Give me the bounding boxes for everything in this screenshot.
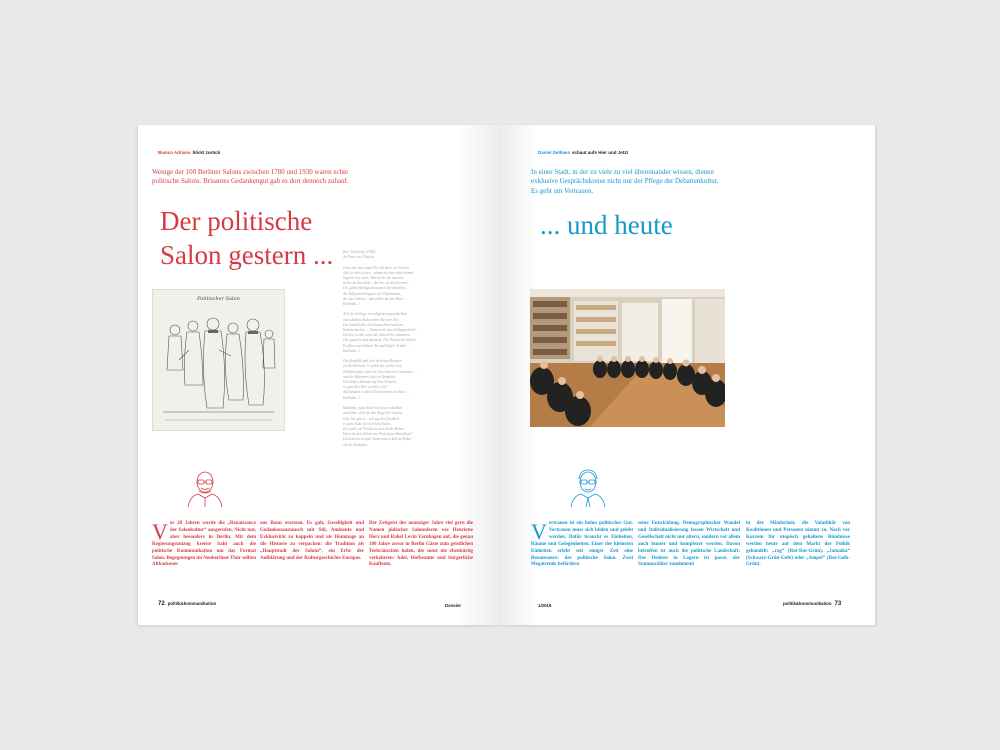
right-page — [500, 125, 875, 625]
left-column-1 — [152, 521, 256, 569]
salon-photo-scene — [530, 289, 725, 427]
right-rubric — [538, 150, 628, 155]
left-rubric-author: Bianca Adrians — [158, 150, 191, 155]
left-section: Dossier — [445, 603, 462, 608]
left-column-1-text: or 20 Jahren wurde die „Renaissance der Salonkultur“ ausgerufen. Nicht nur, aber besonders in Berlin. Mit dem Regierungsumzug kreiste bald auch die politische Kommunikation um das Format Salon. Begegnungen im Neuberliner Flair sollten Altbackenes — [152, 521, 256, 568]
right-column-1-text: ertrauen ist ein hohes politisches Gut. Vertrauen muss sich bilden und gelebt werden. Dafür braucht es Einheiten, Räume und Gelegenheiten. Einer der kleinsten Einheiten erlebt seit einiger Zeit eine Renaissance: der politische Salon. Zwei Megatrends befördern — [531, 521, 633, 568]
cartoon-drawing — [153, 290, 284, 430]
salon-photo — [530, 289, 725, 427]
right-issue: 1/2016 — [538, 603, 552, 608]
right-headline: ... und heute — [540, 210, 673, 240]
right-column-3: in der Minderheit, die Volatilität von Koalitionen und Personen nimmt zu. Noch vor Kurzem für utopisch gehaltene Bündnisse werden heute auf dem Markt der Politik gehandelt: „rag“ (Rot-Rot-Grün), „Jamaika“ (Schwarz-Grün-Gelb) oder „Ampel“ (Rot-Gelb-Grün). — [746, 521, 850, 568]
right-column-2: seine Entwicklung. Demographischer Wandel und Individualisierung lassen Wirtschaft und Gesellschaft nicht nur altern, sondern vor allem auch bunter und komplexer werden. Davon betroffen ist auch die politische Landschaft: Das Denken in Lagern ist passé, der Stammwähler zunehmend — [638, 521, 740, 568]
left-page — [138, 125, 500, 625]
author-portrait-icon-right — [567, 467, 609, 507]
left-poem: Kurt Tucholsky (1930) An Frau von Olsstedt Gönn mir das traute Du. Ich kann vor Lachen dich ja nicht siezen – nimm mir das nicht krumm! Sag mir nur eines: Was ist bei dir machen, steher du das nicht – das Sie um dich herum? Die gebrechlichgeschossenen Streckstreien, die Talleyrand-Engerer der Diplomaten, der aus Liberia – und selber da aus Mitte … Kathinka –! Ach, Sie kelilege in wohlgehetzegeschnellten und schöbest Reden ihren Her der Zeit. Die dunkällchter die kanonelhwernetlisen Schmierbachen … Damen mit dem Schlapperkleid … Du bist so zäh, wenn die Schmelche schmelzen. Die quasscht und quasscht. Die Dreckrelen lächen. Es führen und führen Tee und Kaffee Trinker … Kathinka –! Die Republik gibt sich in deinen Räumen ein Stelldichein. O welch ein wieder erof Schläfrungsfer sind wir. Sie entwerrei erkommen … und die Reformen sind ein Tangokitt. Viel länkes Salonns auf Ihne Schoenl, er genießen Hier ist alles eitel. Auf hundert reichen Glanz kommt ein Vater … Kathinka –! Kathinka, puna Kind! Du bist so niedlich und hälter dich für den Nagel der Saison. Geh, hör gut zu – ich sag dirs friedlich: es ganz Kuke ist noch kein Salon. Du weißt von Politik auch nicht die Bohne. Hörst du den Schritt der Proletarier-Bataillone? Du bemerst zu spät. Denn unsere Zeit ist flinker als du, Kathinka. — [343, 250, 420, 447]
left-rubric — [158, 150, 220, 155]
right-rubric-tagline: schaut aufs Hier und Jetzt — [572, 150, 629, 155]
right-magazine: politik&kommunikation — [783, 601, 832, 606]
right-page-number: 73 — [834, 601, 842, 607]
right-rubric-author: Daniel Delhaes — [538, 150, 571, 155]
left-headline-line2: Salon gestern ... — [160, 239, 334, 270]
left-headline-line1: Der politische — [160, 206, 313, 236]
left-page-number: 72 — [158, 601, 165, 607]
right-footer — [783, 601, 841, 607]
right-dropcap: V — [531, 519, 547, 544]
left-column-2: aus Bonn ersetzen. Es galt, Geselligkeit und Gedankenaustausch mit Stil, Ambiente und Exklusivität zu koppeln und als Hommage an die Historie zu verpacken: die Tradition als „Hauptstadt der Salons“, ein Erbe der Aufklärung und der Kulturgeschichte Europas. — [260, 521, 364, 561]
left-dropcap: V — [152, 519, 168, 544]
cartoon-illustration — [152, 289, 285, 431]
right-column-1 — [531, 521, 633, 569]
left-rubric-tagline: blickt zurück — [192, 150, 221, 155]
left-magazine: politik&kommunikation — [167, 601, 217, 606]
left-column-3: Der Zeitgeist der neunziger Jahre rief gern die Namen jüdischer Salonnièren wie Henriette Herz und Rahel Levin Varnhagen auf, die genau 100 Jahre zuvor in Berlin Gäste zum geistlichen Teekränzchen luden, die sonst nie ebenbürtig verkehrten: Adel, Hofbeamte und bürgerliche Kaufleute, — [369, 521, 473, 568]
left-lead: Wenige der 100 Berliner Salons zwischen 1780 und 1930 waren echte politische Salons. Brisantes Gedankengut gab es dort dennoch zuhauf. — [152, 168, 349, 186]
left-headline — [160, 205, 333, 273]
author-portrait-icon — [184, 467, 226, 507]
right-lead: In einer Stadt, in der zu viele zu viel übereinander wissen, dienen exklusive Gesprächskreise nicht nur der Pflege der Debattenkultur. Es geht um Vertrauen. — [531, 168, 719, 195]
cartoon-title: Politischer Salon — [197, 296, 240, 302]
left-footer — [158, 601, 216, 607]
